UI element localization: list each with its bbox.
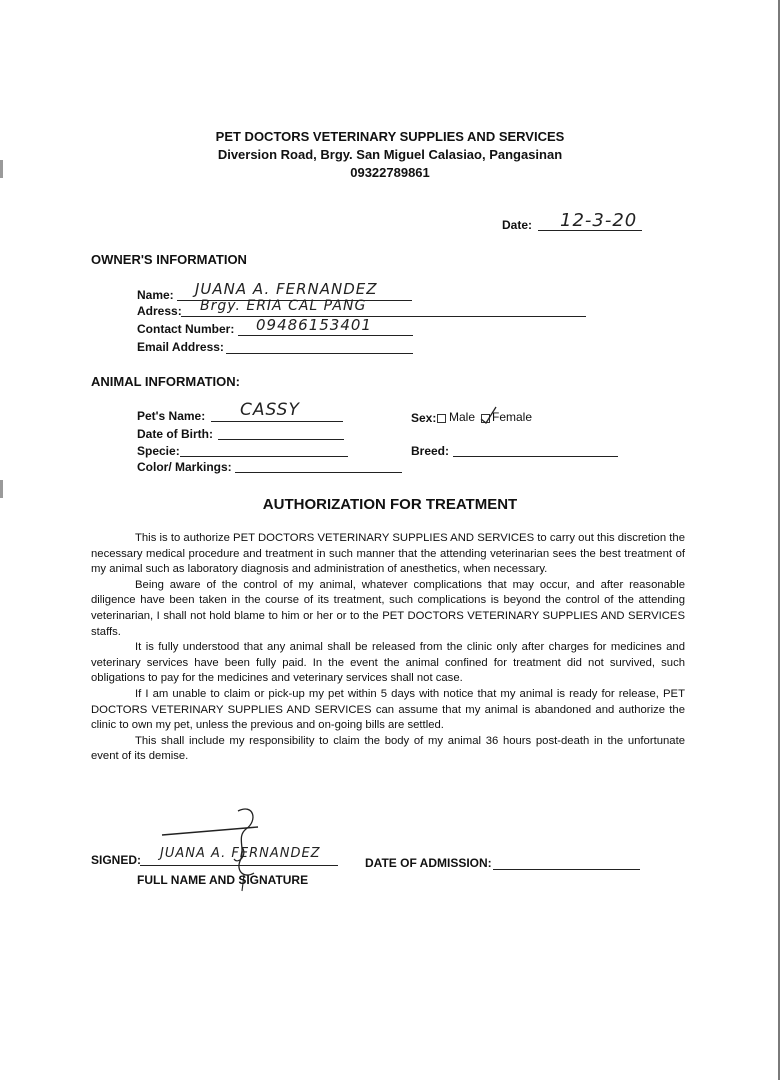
date-of-birth-label: Date of Birth:	[137, 427, 213, 441]
authorization-paragraph: Being aware of the control of my animal, whatever complications that may occur, and after reasonable diligence have been taken in the course of its treatment, such complications is beyond the control of the attending veterinarian, I shall not hold blame to him or her or to the PET DOCTORS VETERINARY SUPPLIES AND SERVICES staffs.	[91, 578, 685, 638]
owner-address-label: Adress:	[137, 304, 182, 318]
company-name: PET DOCTORS VETERINARY SUPPLIES AND SERVICES	[215, 129, 565, 144]
authorization-paragraph: It is fully understood that any animal shall be released from the clinic only after charges for medicines and veterinary services have been fully paid. In the event the animal confined for treatment did not survived, such obligations to pay for the medicines and veterinary services shall not case.	[91, 641, 685, 685]
company-phone: 09322789861	[350, 165, 430, 180]
date-of-admission-field[interactable]	[493, 855, 640, 870]
date-label: Date:	[502, 218, 533, 232]
animal-heading: ANIMAL INFORMATION:	[91, 374, 240, 389]
pet-name-label: Pet's Name:	[137, 409, 206, 423]
authorization-paragraph: This shall include my responsibility to claim the body of my animal 36 hours post-death in the unfortunate event of its demise.	[91, 734, 685, 763]
date-of-admission-label: DATE OF ADMISSION:	[365, 856, 492, 870]
contact-number-label: Contact Number:	[137, 322, 235, 336]
owner-name-label: Name:	[137, 288, 174, 302]
breed-label: Breed:	[411, 444, 450, 458]
sex-label: Sex:	[411, 411, 437, 425]
email-address-field[interactable]	[226, 339, 413, 354]
date-of-birth-field[interactable]	[218, 425, 344, 440]
owner-name-value: JUANA A. FERNANDEZ	[195, 280, 378, 298]
signed-label: SIGNED:	[91, 853, 142, 867]
sex-female-label: Female	[492, 410, 533, 424]
owner-heading: OWNER'S INFORMATION	[91, 252, 247, 267]
pet-name-value: CASSY	[240, 400, 300, 420]
sex-male-checkbox[interactable]	[437, 414, 446, 423]
authorization-title: AUTHORIZATION FOR TREATMENT	[262, 496, 518, 513]
breed-field[interactable]	[453, 442, 618, 457]
owner-address-value: Brgy. ERIA CAL PANG	[200, 298, 367, 314]
authorization-paragraph: If I am unable to claim or pick-up my pet within 5 days with notice that my animal is ready for release, PET DOCTORS VETERINARY SUPPLIES AND SERVICES can assume that my animal is abandoned and authorize the clinic to own my pet, unless the previous and on-going bills are settled.	[91, 687, 685, 732]
date-value: 12-3-20	[560, 210, 638, 231]
color-markings-field[interactable]	[235, 458, 402, 473]
email-address-label: Email Address:	[137, 340, 224, 354]
specie-label: Specie:	[137, 444, 180, 458]
contact-number-value: 09486153401	[256, 316, 372, 334]
specie-field[interactable]	[180, 442, 348, 457]
company-address: Diversion Road, Brgy. San Miguel Calasiao, Pangasinan	[217, 147, 563, 162]
full-name-signature-caption: FULL NAME AND SIGNATURE	[137, 873, 309, 887]
sex-male-label: Male	[449, 410, 476, 424]
signed-value: JUANA A. FERNANDEZ	[160, 846, 321, 861]
authorization-body	[91, 531, 685, 765]
color-markings-label: Color/ Markings:	[137, 460, 232, 474]
authorization-paragraph: This is to authorize PET DOCTORS VETERINARY SUPPLIES AND SERVICES to carry out this discretion the necessary medical procedure and treatment in such manner that the attending veterinarian sees the best treatment of my animal such as laboratory diagnosis and administration of anesthetics, when necessary.	[91, 532, 685, 576]
